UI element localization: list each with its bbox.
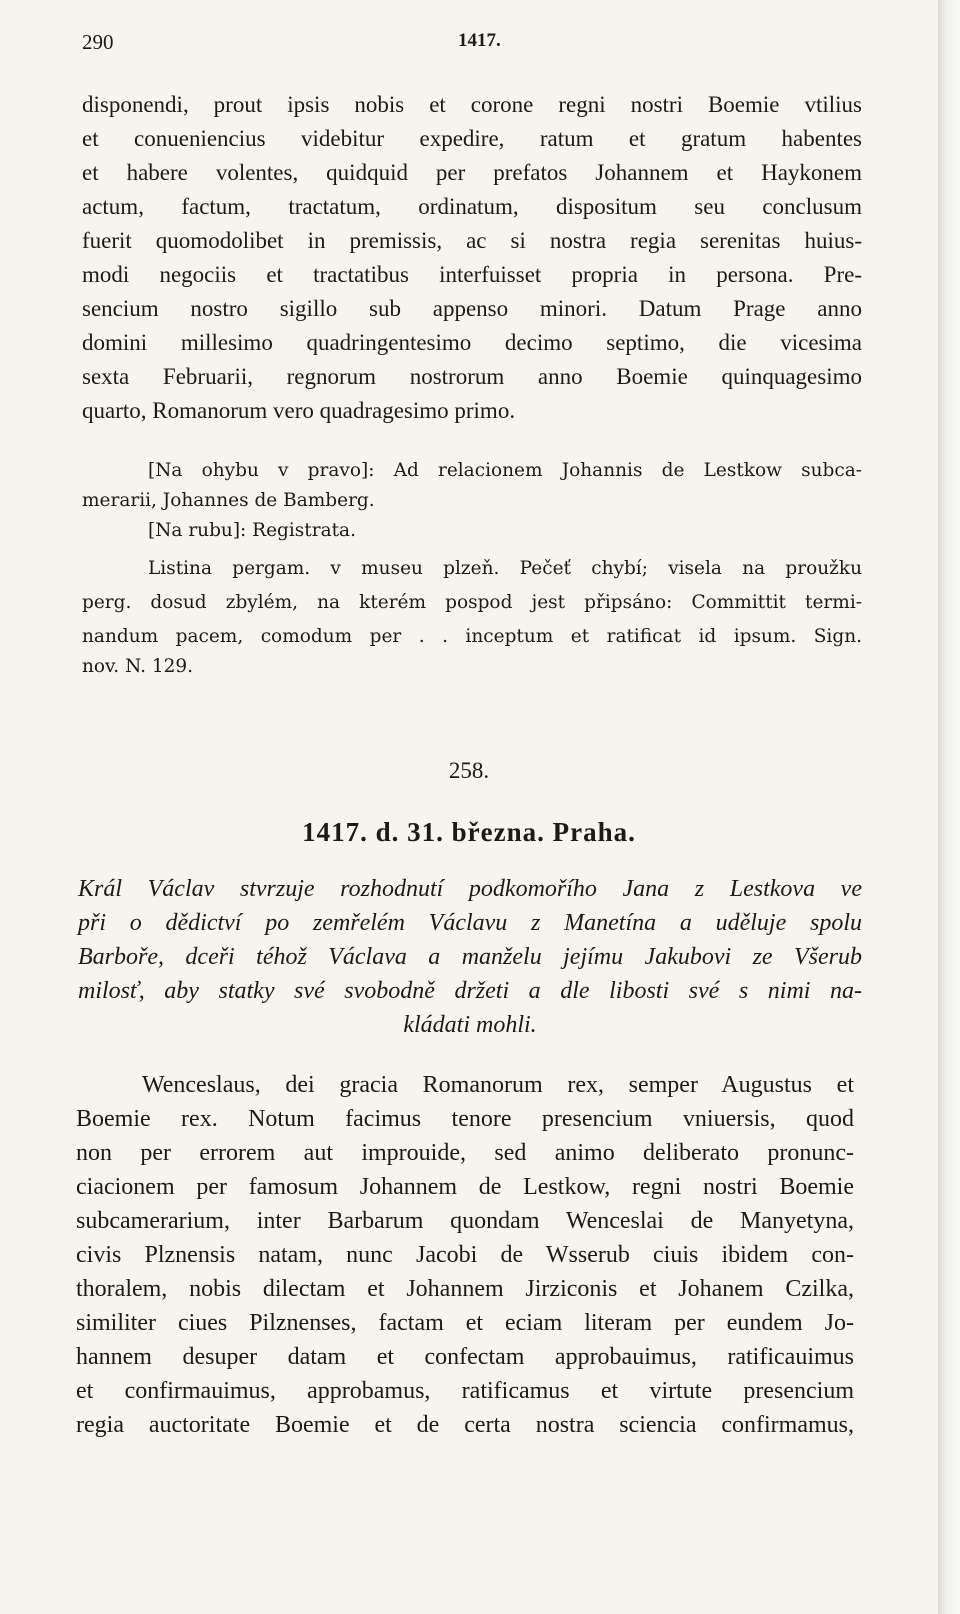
document-dateline: 1417. d. 31. března. Praha. [302,817,636,847]
text-line: actum, factum, tractatum, ordinatum, dispositum seu conclusum [82,194,862,219]
note-line: Listina pergam. v museu plzeň. Pečeť chybí; visela na proužku [148,558,862,579]
summary-line: při o dědictví po zemřelém Václavu z Manetína a uděluje spolu [78,910,862,936]
text-line: et conueniencius videbitur expedire, ratum et gratum habentes [82,126,862,151]
text-line: subcamerarium, inter Barbarum quondam Wenceslai de Manyetyna, [76,1208,854,1234]
note-line: nandum pacem, comodum per . . inceptum et ratificat id ipsum. Sign. [82,626,862,647]
note-line: nov. N. 129. [82,656,194,677]
text-line: modi negociis et tractatibus interfuisset propria in persona. Pre- [82,262,862,287]
text-line: thoralem, nobis dilectam et Johannem Jirziconis et Johanem Czilka, [76,1276,854,1302]
note-line: perg. dosud zbylém, na kterém pospod jest připsáno: Committit termi- [82,592,862,613]
text-line: civis Plznensis natam, nunc Jacobi de Wsserub ciuis ibidem con- [76,1242,854,1268]
text-line: disponendi, prout ipsis nobis et corone regni nostri Boemie vtilius [82,92,862,117]
note-line: [Na rubu]: Registrata. [148,520,356,541]
text-line: Wenceslaus, dei gracia Romanorum rex, semper Augustus et [142,1072,854,1098]
text-line: similiter ciues Pilznenses, factam et eciam literam per eundem Jo- [76,1310,854,1336]
text-line: hannem desuper datam et confectam approbauimus, ratificauimus [76,1344,854,1370]
text-line: sencium nostro sigillo sub appenso minori. Datum Prage anno [82,296,862,321]
text-line: Boemie rex. Notum facimus tenore presencium vniuersis, quod [76,1106,854,1132]
text-line: fuerit quomodolibet in premissis, ac si nostra regia serenitas huius- [82,228,862,253]
text-line: regia auctoritate Boemie et de certa nostra sciencia confirmamus, [76,1412,854,1438]
running-head-year: 1417. [458,30,501,51]
document-number: 258. [448,758,490,783]
text-line: ciacionem per famosum Johannem de Lestkow, regni nostri Boemie [76,1174,854,1200]
note-line: [Na ohybu v pravo]: Ad relacionem Johannis de Lestkow subca- [148,460,862,481]
summary-line: milosť, aby statky své svobodně držeti a dle libosti své s nimi na- [78,978,862,1004]
text-line: sexta Februarii, regnorum nostrorum anno Boemie quinquagesimo [82,364,862,389]
text-line: quarto, Romanorum vero quadragesimo primo. [82,398,516,423]
text-line: domini millesimo quadringentesimo decimo septimo, die vicesima [82,330,862,355]
text-line: et habere volentes, quidquid per prefatos Johannem et Haykonem [82,160,862,185]
text-line: non per errorem aut improuide, sed animo deliberato pronunc- [76,1140,854,1166]
note-line: merarii, Johannes de Bamberg. [82,490,375,511]
summary-line: kládati mohli. [403,1012,537,1038]
page-edge [938,0,960,1614]
summary-line: Král Václav stvrzuje rozhodnutí podkomořího Jana z Lestkova ve [78,876,862,902]
summary-line: Barboře, dceři téhož Václava a manželu jejímu Jakubovi ze Všerub [78,944,862,970]
page-number: 290 [82,30,114,54]
text-line: et confirmauimus, approbamus, ratificamus et virtute presencium [76,1378,854,1404]
